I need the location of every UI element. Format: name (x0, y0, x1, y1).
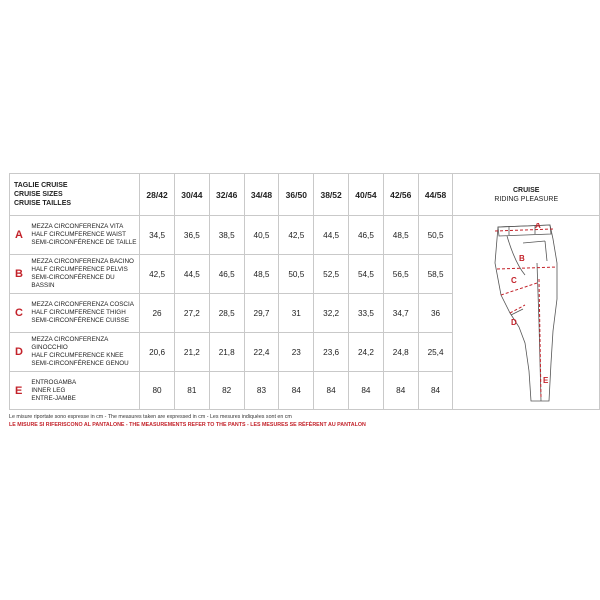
measure-value: 24,2 (349, 333, 384, 372)
size-header: 42/56 (383, 174, 418, 216)
size-header: 34/48 (244, 174, 279, 216)
measure-value: 29,7 (244, 294, 279, 333)
description-line: HALF CIRCUMFERENCE PELVIS (31, 266, 128, 273)
measure-value: 50,5 (279, 255, 314, 294)
row-description (29, 333, 139, 372)
description-line: MEZZA CIRCONFERENZA GINOCCHIO (31, 336, 109, 351)
measure-value: 84 (279, 372, 314, 410)
row-description (29, 216, 139, 255)
size-header: 30/44 (174, 174, 209, 216)
measure-value: 84 (314, 372, 349, 410)
measure-value: 84 (349, 372, 384, 410)
row-description (29, 255, 139, 294)
figure-label-c: C (511, 276, 517, 285)
measure-value: 81 (174, 372, 209, 410)
pants-outline (495, 225, 557, 401)
measure-value: 23 (279, 333, 314, 372)
measure-value: 48,5 (244, 255, 279, 294)
figure-label-b: B (519, 254, 525, 263)
size-header: 28/42 (140, 174, 175, 216)
size-header: 36/50 (279, 174, 314, 216)
measure-value: 24,8 (383, 333, 418, 372)
measure-value: 40,5 (244, 216, 279, 255)
measure-value: 54,5 (349, 255, 384, 294)
figure-subtitle: RIDING PLEASURE (494, 195, 559, 203)
description-line: INNER LEG (31, 386, 66, 394)
row-letter: A (10, 216, 30, 255)
description-line: HALF CIRCUMFERENCE KNEE (31, 352, 124, 359)
measure-value: 36 (418, 294, 453, 333)
measure-value: 44,5 (314, 216, 349, 255)
size-header: 40/54 (349, 174, 384, 216)
measure-value: 21,2 (174, 333, 209, 372)
measure-value: 58,5 (418, 255, 453, 294)
size-header: 38/52 (314, 174, 349, 216)
row-letter: D (10, 333, 30, 372)
header-row (10, 174, 600, 216)
figure-label-e: E (543, 376, 549, 385)
figure-label-d: D (511, 318, 517, 327)
measure-line-a (495, 229, 553, 231)
measure-value: 32,2 (314, 294, 349, 333)
title-line-en: CRUISE SIZES (14, 191, 63, 198)
measure-value: 48,5 (383, 216, 418, 255)
description-line: ENTRE-JAMBE (31, 394, 76, 402)
measure-value: 28,5 (209, 294, 244, 333)
description-line: SEMI-CIRCONFÉRENCE DE TAILLE (31, 239, 137, 246)
size-header: 32/46 (209, 174, 244, 216)
description-line: SEMI-CIRCONFÉRENCE DU BASSIN (31, 274, 115, 289)
measure-value: 42,5 (140, 255, 175, 294)
row-letter: C (10, 294, 30, 333)
figure-label-a: A (535, 223, 541, 230)
measure-value: 42,5 (279, 216, 314, 255)
description-line: SEMI-CIRCONFÉRENCE CUISSE (31, 317, 130, 324)
measure-value: 83 (244, 372, 279, 410)
measure-value: 36,5 (174, 216, 209, 255)
measure-value: 34,7 (383, 294, 418, 333)
row-letter: E (10, 372, 30, 410)
description-line: HALF CIRCUMFERENCE WAIST (31, 231, 126, 238)
row-letter: B (10, 255, 30, 294)
description-line: SEMI-CIRCONFÉRENCE GENOU (31, 360, 129, 367)
measure-line-c (501, 283, 537, 295)
measure-value: 20,6 (140, 333, 175, 372)
units-note: Le misure riportate sono espresse in cm - The measures taken are expressed in cm - Les mesures indiquées sont en cm (9, 414, 292, 420)
measure-value: 82 (209, 372, 244, 410)
measure-line-b (497, 267, 557, 269)
measure-value: 22,4 (244, 333, 279, 372)
description-line: MEZZA CIRCONFERENZA COSCIA (31, 301, 134, 308)
measure-value: 80 (140, 372, 175, 410)
figure-header (453, 174, 600, 216)
measure-value: 84 (383, 372, 418, 410)
title-line-it: TAGLIE CRUISE (14, 182, 68, 189)
figure-title: CRUISE (513, 186, 540, 194)
measure-value: 84 (418, 372, 453, 410)
measure-value: 33,5 (349, 294, 384, 333)
measure-value: 26 (140, 294, 175, 333)
pants-note: LE MISURE SI RIFERISCONO AL PANTALONE - THE MEASUREMENTS REFER TO THE PANTS - LES MESURES SE RÉFÈRENT AU PANTALON (9, 422, 366, 428)
description-line: HALF CIRCUMFERENCE THIGH (31, 309, 126, 316)
measure-value: 46,5 (209, 255, 244, 294)
measure-value: 56,5 (383, 255, 418, 294)
measure-value: 46,5 (349, 216, 384, 255)
pants-figure (465, 223, 600, 407)
measure-value: 27,2 (174, 294, 209, 333)
measure-value: 52,5 (314, 255, 349, 294)
description-line: MEZZA CIRCONFERENZA VITA (31, 223, 124, 230)
pants-pocket (523, 241, 547, 261)
table-title (10, 174, 140, 216)
size-chart (9, 173, 600, 410)
measure-value: 50,5 (418, 216, 453, 255)
row-description (29, 294, 139, 333)
measure-value: 25,4 (418, 333, 453, 372)
measure-value: 31 (279, 294, 314, 333)
row-description (29, 372, 139, 410)
size-header: 44/58 (418, 174, 453, 216)
measure-value: 38,5 (209, 216, 244, 255)
measure-value: 44,5 (174, 255, 209, 294)
measure-value: 21,8 (209, 333, 244, 372)
description-line: MEZZA CIRCONFERENZA BACINO (31, 258, 134, 265)
measure-value: 23,6 (314, 333, 349, 372)
title-line-fr: CRUISE TAILLES (14, 200, 72, 207)
measure-value: 34,5 (140, 216, 175, 255)
description-line: ENTROGAMBA (31, 378, 77, 386)
